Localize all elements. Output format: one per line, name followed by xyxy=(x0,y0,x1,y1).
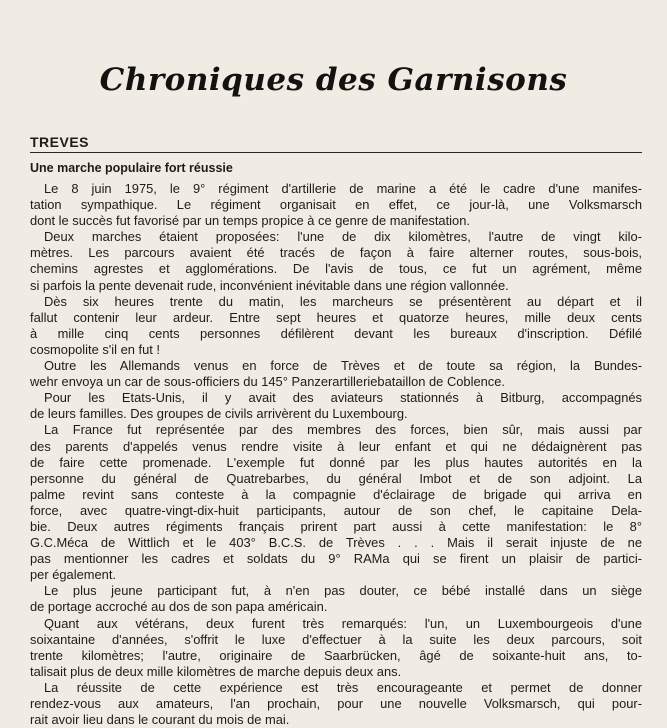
article-line: wehr envoya un car de sous-officiers du 145° Panzerartilleriebataillon de Coblence. xyxy=(30,374,505,390)
article-line: chemins agrestes et agglomérations. De l'avis de tous, ce fut un agrément, même xyxy=(30,261,642,277)
article-line: de leurs familles. Des groupes de civils arrivèrent du Luxembourg. xyxy=(30,406,408,422)
article-line: Outre les Allemands venus en force de Trèves et de toute sa région, la Bundes- xyxy=(44,358,642,374)
article-line: La France fut représentée par des membres des forces, bien sûr, mais aussi par xyxy=(44,422,642,438)
section-rule xyxy=(30,152,642,153)
article-line: cosmopolite s'il en fut ! xyxy=(30,341,160,357)
article-line: rait avoir lieu dans le courant du mois de mai. xyxy=(30,712,290,728)
article-line: mètres. Les parcours avaient été tracés de façon à faire alterner routes, sous-bois, xyxy=(30,245,642,261)
article-line: à mille cinq cents personnes défilèrent devant les bureaux d'inscription. Défilé xyxy=(30,325,642,341)
article-line: personne du général de Quatrebarbes, du général Imbot et de son adjoint. La xyxy=(30,470,642,486)
article-line: Quant aux vétérans, deux furent très remarqués: l'un, un Luxembourgeois d'une xyxy=(44,615,642,631)
article-line: pas mentionner les cadres et soldats du 9° RAMa qui se firent un plaisir de partici- xyxy=(30,551,642,567)
article-line: La réussite de cette expérience est très encourageante et permet de donner xyxy=(44,679,642,695)
article-line: G.C.Méca de Wittlich et le 403° B.C.S. de Trèves . . . Mais il serait injuste de ne xyxy=(30,535,642,551)
article-line: des parents d'appelés venus rendre visite à leur enfant et qui ne dédaignèrent pas xyxy=(30,438,642,454)
article-line: Le plus jeune participant fut, à n'en pas douter, ce bébé installé dans un siège xyxy=(44,583,642,599)
article-line: de faire cette promenade. L'exemple fut donné par les plus hautes autorités en la xyxy=(30,454,642,470)
article-line: talisait plus de deux mille kilomètres de marche depuis deux ans. xyxy=(30,663,402,679)
article-line: fallut contenir leur ardeur. Entre sept heures et quatorze heures, mille deux cents xyxy=(30,309,642,325)
column-title: Chroniques des Garnisons xyxy=(99,62,568,98)
article-line: de portage accroché au dos de son papa américain. xyxy=(30,599,328,615)
article-line: Le 8 juin 1975, le 9° régiment d'artillerie de marine a été le cadre d'une manifes- xyxy=(44,181,642,196)
article-line: palme revint sans conteste à la compagnie d'éclairage de brigade qui arriva en xyxy=(30,486,642,502)
article-line: Pour les Etats-Unis, il y avait des aviateurs stationnés à Bitburg, accompagnés xyxy=(44,390,642,406)
article-line: trente kilomètres; l'autre, originaire de Saarbrücken, âgé de soixante-huit ans, to- xyxy=(30,647,642,663)
section-heading: TREVES xyxy=(30,134,90,150)
article-line: force, avec quatre-vingt-dix-huit participants, autour de son chef, le capitaine Dela- xyxy=(30,502,642,518)
article-line: rendez-vous aux amateurs, l'an prochain, pour une nouvelle Volksmarsch, qui pour- xyxy=(30,696,642,711)
article-line: tation sympathique. Le régiment organisait en effet, ce jour-là, une Volksmarsch xyxy=(30,197,642,213)
article-line: per également. xyxy=(30,567,116,583)
article-line: soixantaine d'années, s'offrit le luxe d'effectuer à la suite les deux parcours, soit xyxy=(30,631,642,647)
article-line: dont le succès fut favorisé par un temps propice à ce genre de manifestation. xyxy=(30,213,470,229)
article-line: Deux marches étaient proposées: l'une de dix kilomètres, l'autre de vingt kilo- xyxy=(44,229,642,245)
article-line: bie. Deux autres régiments français prirent part aussi à cette manifestation: le 8° xyxy=(30,518,642,534)
article-headline: Une marche populaire fort réussie xyxy=(30,161,233,175)
article-body xyxy=(30,181,642,728)
article-line: Dès six heures trente du matin, les marcheurs se présentèrent au départ et il xyxy=(44,293,642,309)
article-line: si parfois la pente devenait rude, inconvénient inévitable dans une région vallonnée. xyxy=(30,277,509,293)
